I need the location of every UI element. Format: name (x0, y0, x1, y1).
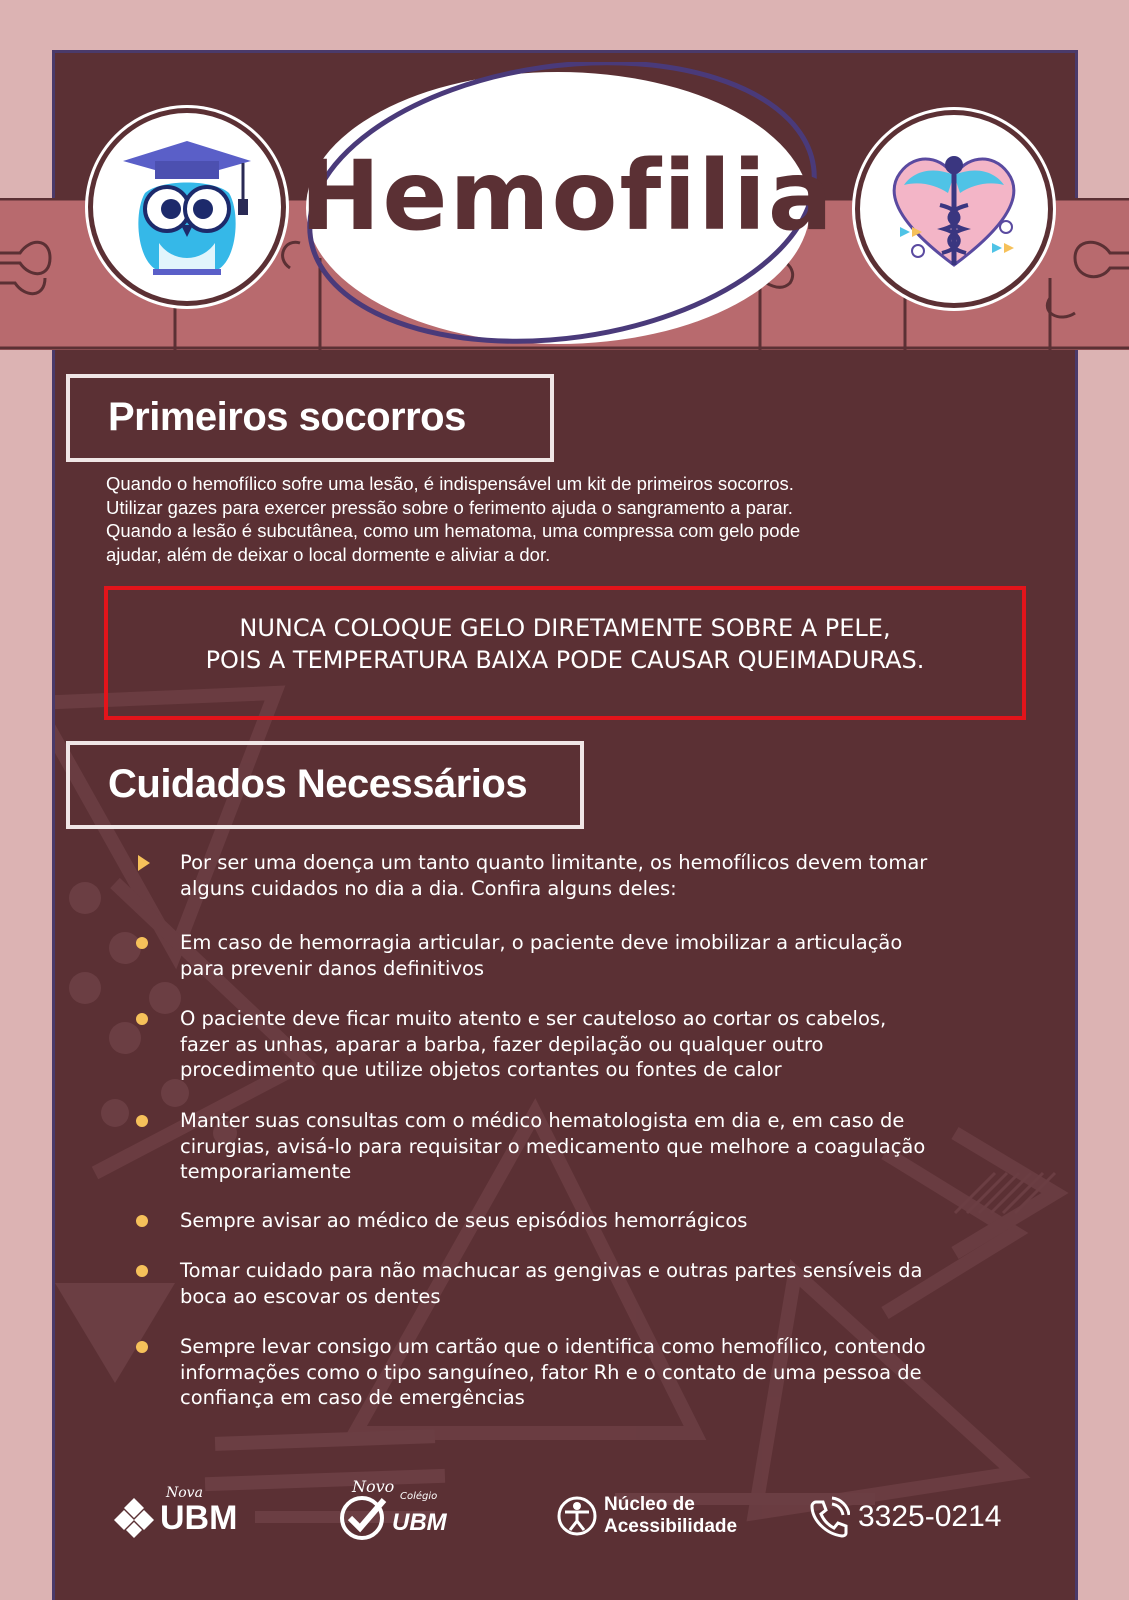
heart-badge (855, 110, 1053, 308)
phone-number: 3325-0214 (858, 1500, 1002, 1533)
item-line: boca ao escovar os dentes (180, 1284, 441, 1308)
item-line: informações como o tipo sanguíneo, fator Rh e o contato de uma pessoa de (180, 1360, 922, 1384)
dot-bullet-icon (136, 1341, 148, 1353)
ice-warning-box (104, 586, 1026, 720)
logo-small-text: Novo (352, 1477, 395, 1496)
first-aid-paragraph (106, 472, 926, 566)
item-line: fazer as unhas, aparar a barba, fazer depilação ou qualquer outro (180, 1032, 824, 1056)
check-circle-icon (338, 1490, 390, 1542)
dot-bullet-icon (136, 1013, 148, 1025)
logo-tag-text: Colégio (400, 1491, 438, 1502)
item-line: Em caso de hemorragia articular, o paciente deve imobilizar a articulação (180, 931, 903, 954)
warning-line: NUNCA COLOQUE GELO DIRETAMENTE SOBRE A PELE, (239, 614, 891, 642)
item-line: Sempre levar consigo um cartão que o identifica como hemofílico, contendo (180, 1335, 926, 1358)
page-title: Hemofilia (300, 140, 835, 252)
paragraph-line: Utilizar gazes para exercer pressão sobre o ferimento ajuda o sangramento a parar. (106, 496, 793, 518)
phone-icon (808, 1496, 850, 1538)
colegio-ubm-logo (338, 1477, 447, 1542)
warning-line: POIS A TEMPERATURA BAIXA PODE CAUSAR QUEIMADURAS. (205, 646, 925, 674)
logo-main-text: UBM (160, 1498, 238, 1537)
ubm-diamond-icon (112, 1496, 156, 1540)
dot-bullet-icon (136, 1265, 148, 1277)
first-aid-heading: Primeiros socorros (66, 374, 554, 462)
paragraph-line: Quando a lesão é subcutânea, como um hematoma, uma compressa com gelo pode (106, 520, 801, 541)
nucleo-acessibilidade-logo (556, 1494, 737, 1538)
item-line: procedimento que utilize objetos cortantes ou fontes de calor (180, 1058, 782, 1081)
care-heading: Cuidados Necessários (66, 741, 584, 829)
item-line: O paciente deve ficar muito atento e ser cauteloso ao cortar os cabelos, (180, 1007, 887, 1030)
heart-caduceus-icon (860, 115, 1048, 303)
accessibility-icon (556, 1495, 598, 1537)
item-line: para prevenir danos definitivos (180, 956, 485, 980)
item-line: confiança em caso de emergências (180, 1386, 525, 1409)
footer (0, 1477, 1129, 1580)
owl-badge (88, 108, 286, 306)
nova-ubm-logo (112, 1484, 238, 1540)
phone-contact (808, 1496, 1001, 1538)
dot-bullet-icon (136, 937, 148, 949)
item-line: Manter suas consultas com o médico hematologista em dia e, em caso de (180, 1109, 905, 1132)
item-line: Sempre avisar ao médico de seus episódios hemorrágicos (180, 1209, 748, 1232)
dot-bullet-icon (136, 1215, 148, 1227)
nucleo-line: Acessibilidade (604, 1516, 738, 1537)
item-line: temporariamente (180, 1160, 352, 1183)
item-line: Tomar cuidado para não machucar as gengivas e outras partes sensíveis da (180, 1259, 923, 1282)
item-line: cirurgias, avisá-lo para requisitar o medicamento que melhore a coagulação (180, 1134, 926, 1158)
triangle-bullet-icon (138, 855, 150, 871)
nucleo-line: Núcleo de (604, 1494, 695, 1515)
logo-small-text: Nova (166, 1484, 203, 1501)
logo-main-text: UBM (392, 1509, 447, 1536)
owl-graduate-icon (93, 113, 281, 301)
dot-bullet-icon (136, 1115, 148, 1127)
item-line: alguns cuidados no dia a dia. Confira alguns deles: (180, 876, 677, 900)
item-line: Por ser uma doença um tanto quanto limitante, os hemofílicos devem tomar (180, 851, 928, 874)
paragraph-line: Quando o hemofílico sofre uma lesão, é indispensável um kit de primeiros socorros. (106, 473, 794, 494)
paragraph-line: ajudar, além de deixar o local dormente e aliviar a dor. (106, 543, 551, 565)
